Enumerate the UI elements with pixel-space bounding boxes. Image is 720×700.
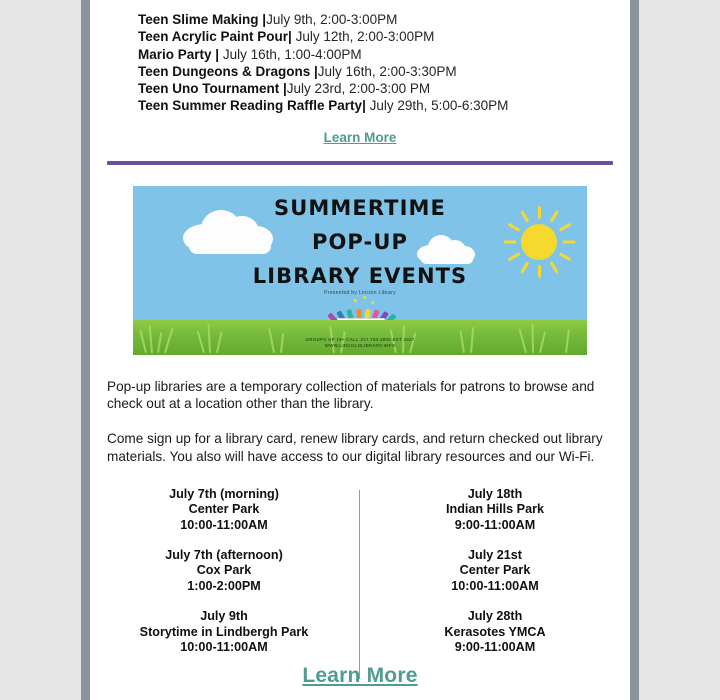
schedule-time: 9:00-11:00AM xyxy=(454,639,536,654)
email-body-sheet xyxy=(90,0,630,700)
event-when: July 16th, 1:00-4:00PM xyxy=(219,46,362,62)
list-item xyxy=(138,63,630,80)
event-separator: | xyxy=(362,98,366,114)
schedule-entry xyxy=(370,548,620,594)
event-title: Teen Slime Making xyxy=(138,12,263,27)
learn-more-link-bottom[interactable]: Learn More xyxy=(302,664,418,687)
learn-more-link-top[interactable]: Learn More xyxy=(323,129,397,145)
schedule-date: July 7th (afternoon) xyxy=(165,548,283,563)
banner-line-2: POP-UP xyxy=(311,229,409,254)
event-separator: | xyxy=(283,81,287,97)
list-item xyxy=(138,11,630,28)
banner-subtitle: Presented by Lincoln Library xyxy=(324,289,396,296)
schedule-time: 10:00-11:00AM xyxy=(180,639,268,654)
schedule-entry xyxy=(99,548,349,594)
schedule-date: July 21st xyxy=(468,548,522,563)
popup-schedule xyxy=(90,487,630,655)
list-item xyxy=(138,46,630,63)
schedule-place: Storytime in Lindbergh Park xyxy=(139,624,309,639)
schedule-entry xyxy=(99,609,349,655)
schedule-date: July 9th xyxy=(200,609,248,624)
schedule-place: Center Park xyxy=(459,563,531,578)
banner-fine-print xyxy=(133,337,587,349)
schedule-time: 9:00-11:00AM xyxy=(454,517,536,532)
body-paragraph-1: Pop-up libraries are a temporary collection of materials for patrons to browse and check out at a location other than the library. xyxy=(107,378,595,412)
teen-events-learn-more-wrap xyxy=(90,115,630,147)
left-rail xyxy=(81,0,90,700)
banner-line-3: LIBRARY EVENTS xyxy=(252,263,468,288)
summertime-popup-banner-image[interactable] xyxy=(133,186,587,355)
event-when: July 23rd, 2:00-3:00 PM xyxy=(286,81,431,97)
schedule-place: Indian Hills Park xyxy=(446,502,544,517)
schedule-entry xyxy=(370,487,620,533)
event-when: July 16th, 2:00-3:30PM xyxy=(317,63,457,79)
list-item xyxy=(138,97,630,114)
teen-events-list xyxy=(90,0,630,115)
event-when: July 12th, 2:00-3:00PM xyxy=(291,29,435,45)
right-rail xyxy=(630,0,639,700)
list-item xyxy=(138,80,630,97)
event-title: Teen Acrylic Paint Pour xyxy=(138,29,289,45)
schedule-place: Center Park xyxy=(188,502,260,517)
schedule-entry xyxy=(370,609,620,655)
schedule-date: July 28th xyxy=(467,609,523,624)
schedule-place: Cox Park xyxy=(196,563,252,578)
banner-fine-print-line-2: WWW.LINCOLNLIBRARY.INFO xyxy=(324,342,396,348)
event-title: Teen Summer Reading Raffle Party xyxy=(138,98,363,114)
event-title: Mario Party xyxy=(138,46,216,62)
schedule-date: July 7th (morning) xyxy=(169,487,279,502)
banner-line-1: SUMMERTIME xyxy=(274,195,446,220)
event-when: July 29th, 5:00-6:30PM xyxy=(365,98,509,114)
schedule-column-divider xyxy=(359,490,360,679)
schedule-time: 10:00-11:00AM xyxy=(180,517,268,532)
schedule-entry xyxy=(99,487,349,533)
event-separator: | xyxy=(262,12,267,27)
list-item xyxy=(138,28,630,45)
banner-fine-print-line-1: GROUPS OF 15+ CALL 217.753.4900 EXT 2427 xyxy=(305,336,415,342)
event-separator: | xyxy=(215,46,220,62)
event-separator: | xyxy=(314,63,318,79)
section-divider-purple xyxy=(107,161,613,165)
schedule-column-right xyxy=(370,487,620,655)
footer-learn-more-wrap xyxy=(90,664,630,688)
event-title: Teen Uno Tournament xyxy=(138,81,283,97)
schedule-column-left xyxy=(99,487,349,655)
event-title: Teen Dungeons & Dragons xyxy=(138,63,315,79)
body-paragraph-2: Come sign up for a library card, renew library cards, and return checked out library materials. You also will have access to our digital library resources and our Wi-Fi. xyxy=(107,430,603,464)
event-when: July 9th, 2:00-3:00PM xyxy=(266,12,398,27)
schedule-place: Kerasotes YMCA xyxy=(444,624,546,639)
banner-wrap xyxy=(90,186,630,355)
event-separator: | xyxy=(288,29,292,45)
schedule-date: July 18th xyxy=(467,487,523,502)
schedule-time: 1:00-2:00PM xyxy=(187,578,261,593)
schedule-time: 10:00-11:00AM xyxy=(451,578,539,593)
